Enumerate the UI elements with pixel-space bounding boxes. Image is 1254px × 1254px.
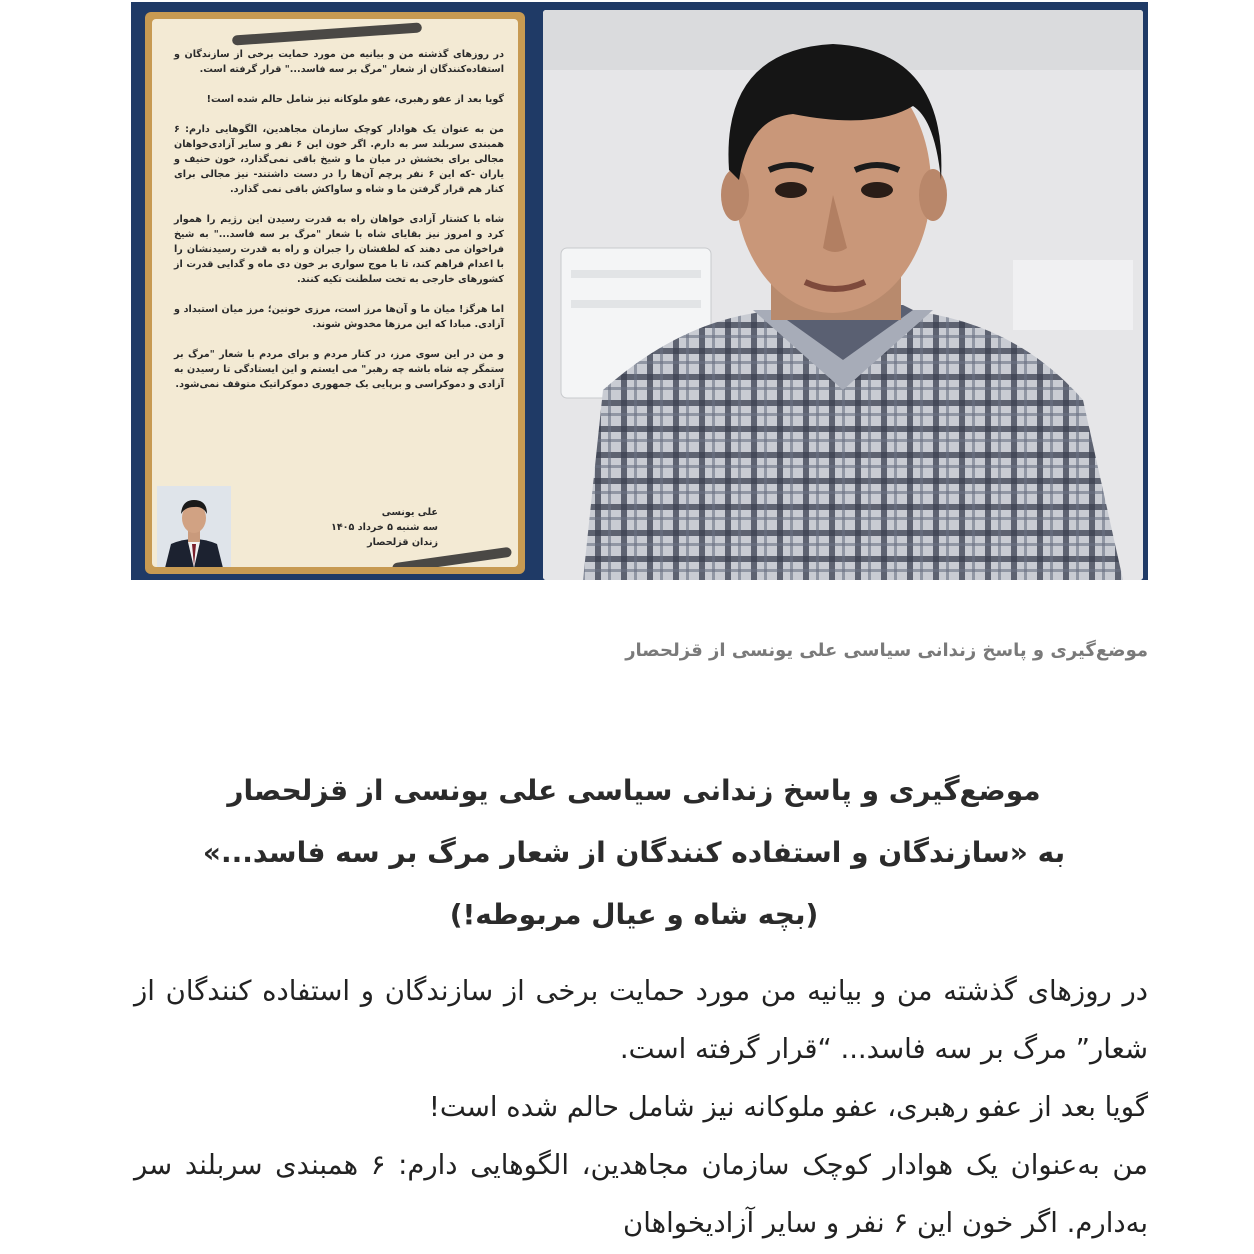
image-caption: موضع‌گیری و پاسخ زندانی سیاسی علی یونسی از قزلحصار [625, 640, 1148, 661]
portrait-photo [543, 10, 1143, 580]
article-body [134, 962, 1148, 1252]
headline-line: (بچه شاه و عیال مربوطه!) [449, 898, 819, 931]
hero-image [131, 2, 1148, 580]
statement-paper [152, 19, 518, 567]
headline-line: موضع‌گیری و پاسخ زندانی سیاسی علی یونسی از قزلحصار [227, 774, 1041, 807]
body-paragraph: من به‌عنوان یک هوادار کوچک سازمان مجاهدین، الگوهایی دارم: ۶ همبندی سربلند سر به‌دارم. اگر خون این ۶ نفر و سایر آزادیخواهان [134, 1149, 1148, 1239]
statement-signature: علی یونسی سه شنبه ۵ خرداد ۱۴۰۵ زندان قزلحصار [330, 507, 438, 548]
body-paragraph: در روزهای گذشته من و بیانیه من مورد حمایت برخی از سازندگان و استفاده کنندگان از شعار” مرگ بر سه فاسد... “قرار گرفته است. [134, 975, 1148, 1065]
statement-card [145, 12, 525, 574]
headline-line: به «سازندگان و استفاده کنندگان از شعار مرگ بر سه فاسد...» [202, 836, 1066, 869]
statement-text: در روزهای گذشته من و بیانیه من مورد حمایت برخی از سازندگان و استفاده‌کنندگان از شعار "مرگ بر سه فاسد..." قرار گرفته است. گویا بعد از عفو رهبری، عفو ملوکانه نیز شامل حالم شده است! من به عنوان یک هوادار کوچک سازمان مجاهدین، الگوهایی دارم: ۶ همبندی سربلند سر به دارم. اگر خون این ۶ نفر و سایر آزادی‌خواهان مجالی برای بخشش در میان ما و شیخ باقی نمی‌گذارد، خون حنیف و یاران -که این ۶ نفر پرچم آن‌ها را در دست داشتند- نیز مجالی برای کنار هم قرار گرفتن ما و شاه و ساواکش باقی نمی گذارد. شاه با کشتار آزادی خواهان راه به قدرت رسیدن این رژیم را هموار کرد و امروز نیز بقایای شاه با شعار "مرگ بر سه فاسد..." به شیخ فراخوان می دهند که لطفشان را جبران و راه به قدرت رسیدنشان را با اعدام فراهم کند، تا با موج سواری بر خون دی ماه و گدایی قدرت از کشورهای خارجی به تخت سلطنت تکیه کنند. اما هرگز! میان ما و آن‌ها مرز است، مرزی خونین؛ مرز میان استبداد و آزادی. مبادا که این مرزها مخدوش شوند. و من در این سوی مرز، در کنار مردم و برای مردم با شعار "مرگ بر ستمگر چه شاه باشه چه رهبر" می ایستم و این ایستادگی تا رسیدن به آزادی و دموکراسی و برپایی یک جمهوری دموکراتیک متوقف نمی‌شود. [174, 49, 504, 390]
brush-stroke-decoration [232, 22, 422, 45]
signature-portrait [157, 486, 231, 567]
body-paragraph: گویا بعد از عفو رهبری، عفو ملوکانه نیز شامل حالم شده است! [428, 1091, 1148, 1123]
article-headline [120, 760, 1148, 946]
